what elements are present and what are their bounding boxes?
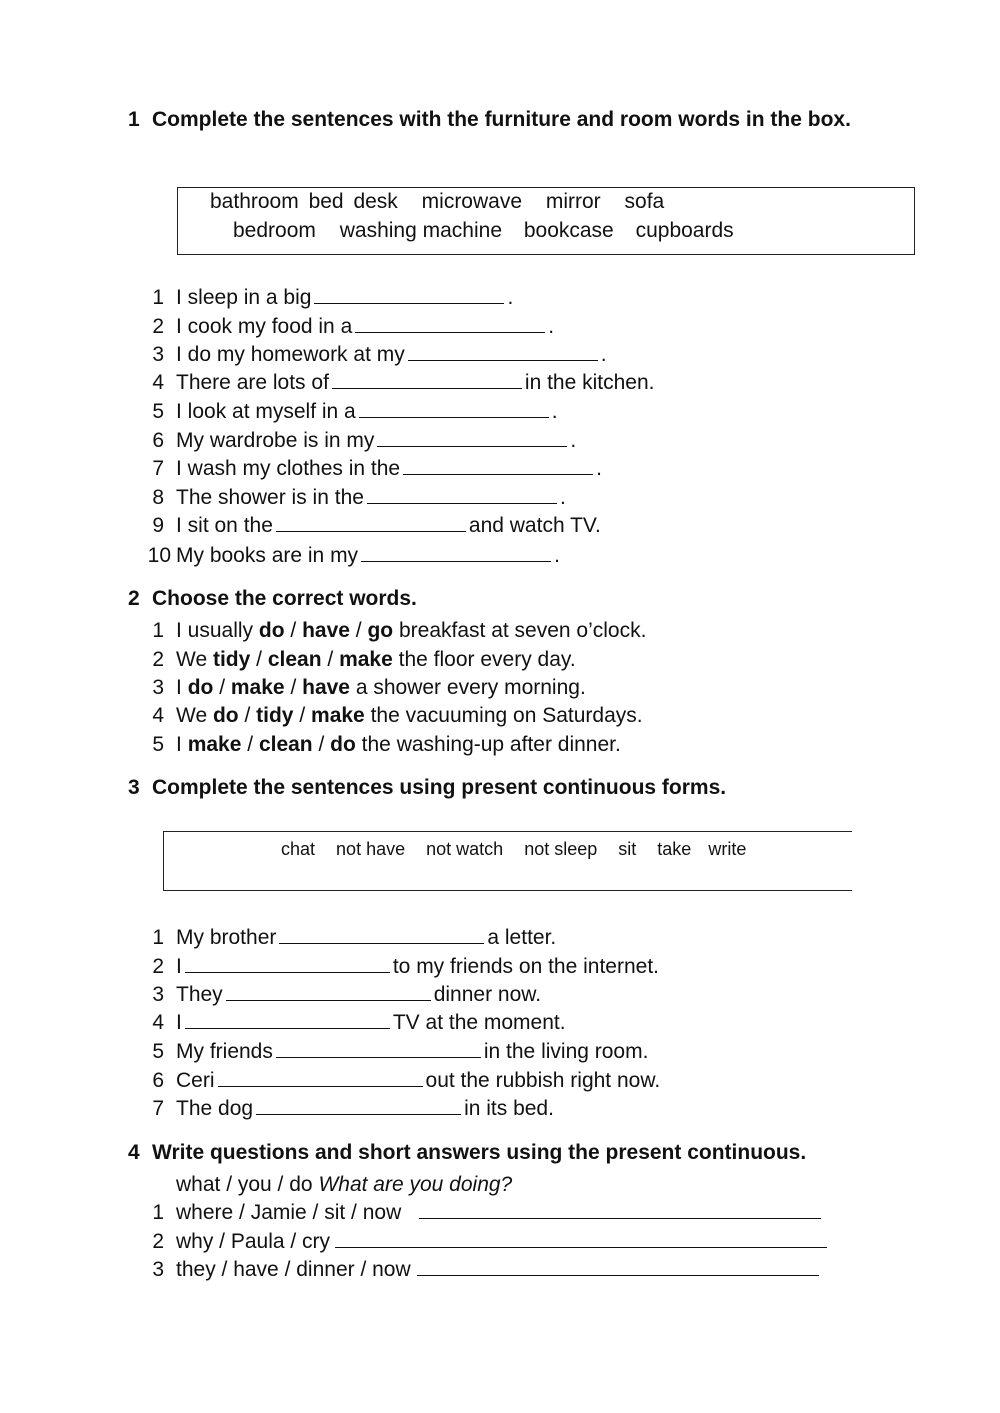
answer-blank[interactable] (332, 371, 522, 389)
option-word[interactable]: go (367, 619, 394, 642)
option-word[interactable]: make (187, 733, 242, 756)
exercise-2-item-4: We do / tidy / make the vacuuming on Saturdays. (176, 704, 643, 727)
item-number: 1 (152, 619, 164, 642)
item-number: 2 (152, 315, 164, 338)
word: take (657, 839, 692, 859)
word: bedroom (233, 219, 316, 242)
item-number: 7 (152, 457, 164, 480)
exercise-1-item-10: My books are in my . (176, 544, 560, 567)
option-word[interactable]: have (302, 676, 350, 699)
exercise-1-item-2: I cook my food in a . (176, 315, 555, 338)
word: mirror (545, 190, 601, 213)
section-3-title: Complete the sentences using present continuous forms. (152, 776, 727, 799)
word: bookcase (523, 219, 614, 242)
exercise-1-item-5: I look at myself in a . (176, 400, 558, 423)
item-number: 9 (152, 514, 164, 537)
section-4-number: 4 (128, 1141, 140, 1164)
exercise-3-item-4: I TV at the moment. (176, 1011, 566, 1034)
option-word[interactable]: do (330, 733, 356, 756)
word: bathroom (210, 190, 299, 213)
exercise-4-item-2: why / Paula / cry (176, 1230, 830, 1254)
item-number: 2 (152, 648, 164, 671)
answer-blank[interactable] (256, 1097, 461, 1115)
option-word[interactable]: make (339, 648, 393, 671)
word: desk (353, 190, 398, 213)
exercise-3-item-5: My friends in the living room. (176, 1040, 649, 1063)
word: chat (281, 839, 316, 859)
section-2-number: 2 (128, 587, 140, 610)
item-number: 6 (152, 429, 164, 452)
item-number: 1 (152, 1201, 164, 1224)
option-word[interactable]: tidy (212, 648, 251, 671)
item-number: 7 (152, 1097, 164, 1120)
exercise-1-item-4: There are lots of in the kitchen. (176, 371, 655, 394)
exercise-3-item-7: The dog in its bed. (176, 1097, 554, 1120)
word: sit (618, 839, 637, 859)
answer-blank[interactable] (218, 1069, 423, 1087)
word: write (708, 839, 747, 859)
answer-blank[interactable] (185, 955, 390, 973)
item-number: 2 (152, 955, 164, 978)
exercise-4-example: what / you / do What are you doing? (176, 1173, 513, 1196)
exercise-1-item-7: I wash my clothes in the . (176, 457, 602, 480)
answer-blank[interactable] (359, 400, 549, 418)
section-3-number: 3 (128, 776, 140, 799)
item-number: 5 (152, 1040, 164, 1063)
item-number: 4 (152, 704, 164, 727)
answer-blank[interactable] (408, 343, 598, 361)
exercise-3-item-3: They dinner now. (176, 983, 542, 1006)
word-box-1-row-1 (210, 190, 664, 214)
exercise-2-item-2: We tidy / clean / make the floor every day. (176, 648, 576, 671)
answer-blank[interactable] (226, 983, 431, 1001)
exercise-2-item-3: I do / make / have a shower every morning. (176, 676, 586, 699)
exercise-1-item-3: I do my homework at my . (176, 343, 607, 366)
exercise-3-item-2: I to my friends on the internet. (176, 955, 659, 978)
option-word[interactable]: do (258, 619, 285, 642)
item-number: 8 (152, 486, 164, 509)
answer-blank[interactable] (377, 429, 567, 447)
section-2-title: Choose the correct words. (152, 587, 417, 610)
option-word[interactable]: clean (258, 733, 313, 756)
exercise-1-item-8: The shower is in the . (176, 486, 566, 509)
section-1-title: Complete the sentences with the furniture and room words in the box. (152, 108, 851, 131)
item-number: 5 (152, 400, 164, 423)
answer-blank[interactable] (335, 1230, 827, 1248)
answer-blank[interactable] (419, 1201, 821, 1219)
item-number: 6 (152, 1069, 164, 1092)
answer-blank[interactable] (279, 926, 484, 944)
word: microwave (421, 190, 523, 213)
word: sofa (624, 190, 665, 213)
answer-blank[interactable] (314, 286, 504, 304)
word-box-3-row (281, 839, 746, 860)
option-word[interactable]: have (302, 619, 350, 642)
exercise-1-item-1: I sleep in a big . (176, 286, 514, 309)
item-number: 1 (152, 286, 164, 309)
word: bed (308, 190, 344, 213)
example-answer: What are you doing? (318, 1173, 513, 1196)
item-number: 3 (152, 1258, 164, 1281)
item-number: 3 (152, 983, 164, 1006)
item-number: 10 (147, 544, 171, 567)
exercise-4-item-1: where / Jamie / sit / now (176, 1201, 824, 1225)
item-number: 5 (152, 733, 164, 756)
exercise-2-item-1: I usually do / have / go breakfast at seven o’clock. (176, 619, 647, 642)
answer-blank[interactable] (185, 1011, 390, 1029)
option-word[interactable]: clean (267, 648, 322, 671)
answer-blank[interactable] (276, 1040, 481, 1058)
item-number: 3 (152, 676, 164, 699)
option-word[interactable]: make (230, 676, 285, 699)
answer-blank[interactable] (355, 315, 545, 333)
section-1-number: 1 (128, 108, 140, 131)
exercise-4-item-3: they / have / dinner / now (176, 1258, 822, 1282)
answer-blank[interactable] (276, 514, 466, 532)
word: not watch (426, 839, 504, 859)
exercise-2-item-5: I make / clean / do the washing-up after dinner. (176, 733, 621, 756)
option-word[interactable]: make (311, 704, 365, 727)
option-word[interactable]: tidy (256, 704, 294, 727)
answer-blank[interactable] (403, 457, 593, 475)
word: cupboards (635, 219, 734, 242)
item-number: 4 (152, 371, 164, 394)
option-word[interactable]: do (187, 676, 214, 699)
item-number: 3 (152, 343, 164, 366)
word: not sleep (524, 839, 598, 859)
item-number: 1 (152, 926, 164, 949)
word: washing machine (339, 219, 502, 242)
option-word[interactable]: do (212, 704, 239, 727)
item-number: 2 (152, 1230, 164, 1253)
answer-blank[interactable] (417, 1258, 819, 1276)
word: not have (336, 839, 406, 859)
word-box-1-row-2 (233, 219, 734, 243)
exercise-1-item-6: My wardrobe is in my . (176, 429, 577, 452)
item-number: 4 (152, 1011, 164, 1034)
exercise-3-item-6: Ceri out the rubbish right now. (176, 1069, 661, 1092)
section-4-title: Write questions and short answers using the present continuous. (152, 1141, 807, 1164)
answer-blank[interactable] (361, 544, 551, 562)
exercise-1-item-9: I sit on the and watch TV. (176, 514, 601, 537)
answer-blank[interactable] (367, 486, 557, 504)
exercise-3-item-1: My brother a letter. (176, 926, 557, 949)
